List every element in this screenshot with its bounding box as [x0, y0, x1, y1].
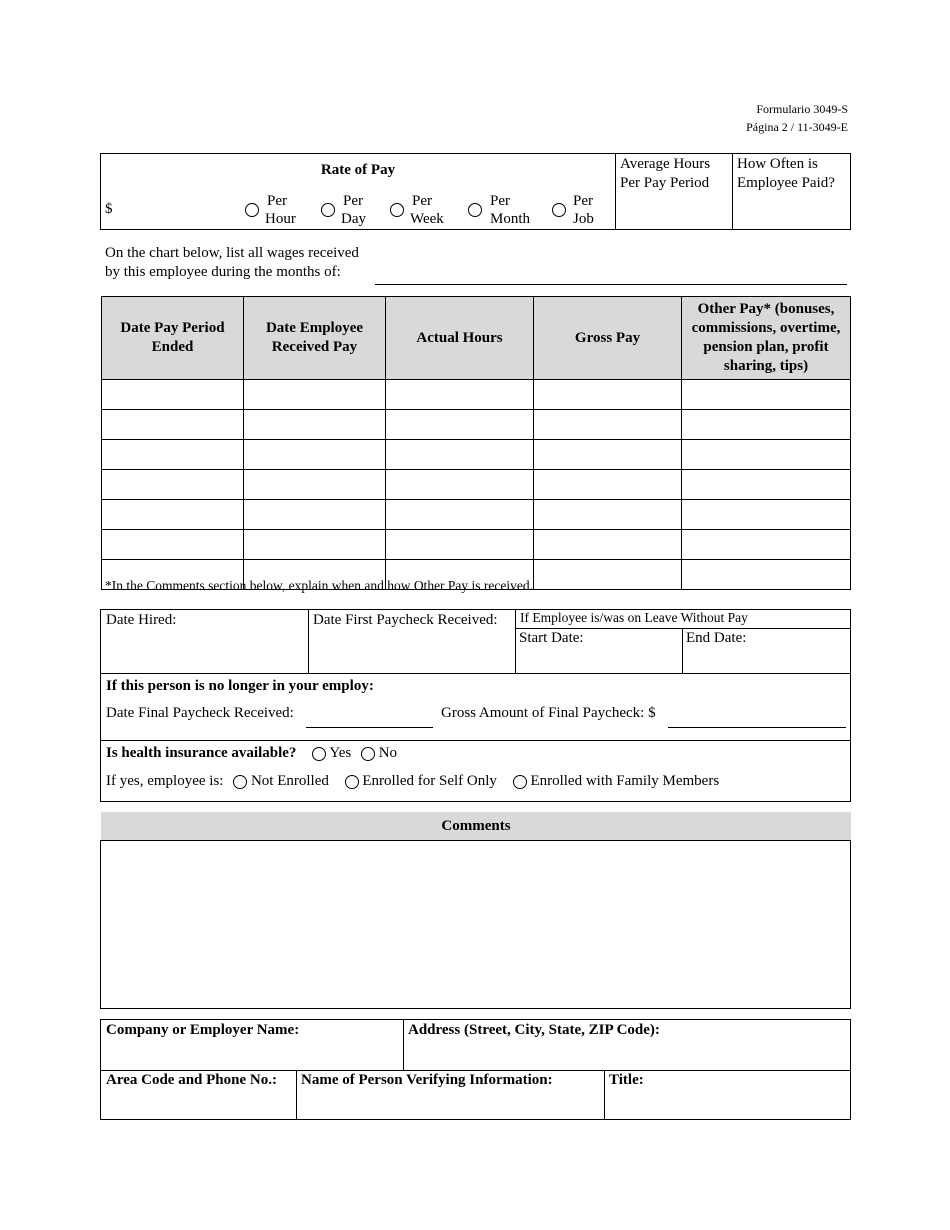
title-field[interactable]: Title:	[609, 1072, 644, 1088]
table-cell[interactable]	[102, 410, 244, 440]
insurance-no-label: No	[378, 745, 398, 761]
table-cell[interactable]	[244, 470, 386, 500]
table-cell[interactable]	[682, 380, 851, 410]
self-only-label: Enrolled for Self Only	[362, 773, 497, 789]
table-cell[interactable]	[534, 440, 682, 470]
radio-icon[interactable]	[390, 203, 404, 217]
rate-option-label: Week	[410, 211, 444, 227]
family-label: Enrolled with Family Members	[530, 773, 720, 789]
radio-icon[interactable]	[312, 747, 326, 761]
table-cell[interactable]	[386, 440, 534, 470]
table-cell[interactable]	[102, 380, 244, 410]
table-cell[interactable]	[386, 410, 534, 440]
table-cell[interactable]	[682, 440, 851, 470]
date-final-paycheck-field[interactable]	[306, 710, 433, 728]
table-cell[interactable]	[244, 410, 386, 440]
rate-option-label: Per	[267, 193, 287, 209]
rate-option-label: Day	[341, 211, 366, 227]
wage-table	[101, 296, 851, 590]
employment-box	[100, 609, 851, 802]
how-often-label: Employee Paid?	[737, 175, 835, 191]
date-first-paycheck-field[interactable]: Date First Paycheck Received:	[313, 612, 498, 628]
verifier-name-field[interactable]: Name of Person Verifying Information:	[301, 1072, 553, 1088]
rate-option-label: Month	[490, 211, 531, 227]
gross-final-label: Gross Amount of Final Paycheck: $	[441, 705, 656, 721]
avg-hours-cell[interactable]	[620, 155, 710, 193]
table-cell[interactable]	[386, 470, 534, 500]
table-cell[interactable]	[244, 530, 386, 560]
table-cell[interactable]	[682, 500, 851, 530]
table-cell[interactable]	[102, 500, 244, 530]
table-cell[interactable]	[102, 440, 244, 470]
rate-option-label: Per	[573, 193, 593, 209]
avg-hours-label: Per Pay Period	[620, 175, 710, 191]
col-header-date-received: Date Employee Received Pay	[244, 297, 386, 380]
rate-option-label: Per	[490, 193, 510, 209]
table-row	[102, 470, 851, 500]
table-cell[interactable]	[386, 380, 534, 410]
end-date-field[interactable]: End Date:	[686, 630, 747, 646]
enrollment-row	[106, 773, 719, 790]
table-cell[interactable]	[534, 470, 682, 500]
radio-icon[interactable]	[513, 775, 527, 789]
table-cell[interactable]	[386, 500, 534, 530]
insurance-yes-label: Yes	[329, 745, 352, 761]
months-field[interactable]	[375, 267, 847, 285]
table-cell[interactable]	[244, 440, 386, 470]
radio-icon[interactable]	[245, 203, 259, 217]
table-cell[interactable]	[682, 410, 851, 440]
table-row	[102, 530, 851, 560]
radio-icon[interactable]	[552, 203, 566, 217]
health-insurance-question: Is health insurance available?	[106, 745, 297, 761]
table-cell[interactable]	[534, 500, 682, 530]
table-row	[102, 500, 851, 530]
col-header-gross-pay: Gross Pay	[534, 297, 682, 380]
table-cell[interactable]	[534, 560, 682, 590]
health-insurance-row	[106, 745, 397, 762]
table-cell[interactable]	[386, 530, 534, 560]
col-header-date-period: Date Pay Period Ended	[102, 297, 244, 380]
table-cell[interactable]	[534, 530, 682, 560]
rate-option-label: Job	[573, 211, 594, 227]
table-cell[interactable]	[102, 470, 244, 500]
comments-textarea[interactable]	[100, 840, 851, 1009]
radio-icon[interactable]	[345, 775, 359, 789]
date-final-paycheck-label: Date Final Paycheck Received:	[106, 705, 294, 721]
form-number: Formulario 3049-S	[756, 102, 848, 116]
date-hired-field[interactable]: Date Hired:	[106, 612, 177, 628]
instructions-line: by this employee during the months of:	[105, 264, 341, 280]
table-cell[interactable]	[682, 470, 851, 500]
start-date-field[interactable]: Start Date:	[519, 630, 584, 646]
company-name-field[interactable]: Company or Employer Name:	[106, 1022, 300, 1038]
rate-of-pay-title: Rate of Pay	[320, 162, 396, 178]
rate-of-pay-box	[100, 153, 851, 230]
table-cell[interactable]	[534, 380, 682, 410]
table-row	[102, 410, 851, 440]
table-footnote: *In the Comments section below, explain when and how Other Pay is received.	[105, 578, 534, 593]
table-cell[interactable]	[102, 530, 244, 560]
table-row	[102, 440, 851, 470]
enrollment-question: If yes, employee is:	[106, 773, 224, 789]
avg-hours-label: Average Hours	[620, 156, 711, 172]
col-header-other-pay: Other Pay* (bonuses, commissions, overtime, pension plan, profit sharing, tips)	[682, 297, 851, 380]
rate-option-label: Per	[343, 193, 363, 209]
leave-header: If Employee is/was on Leave Without Pay	[520, 610, 748, 625]
no-longer-employed-title: If this person is no longer in your employ:	[106, 678, 374, 694]
instructions-line: On the chart below, list all wages received	[105, 245, 359, 261]
how-often-cell[interactable]	[737, 155, 835, 193]
employer-box	[100, 1019, 851, 1120]
gross-final-field[interactable]	[668, 710, 846, 728]
instructions	[105, 244, 359, 282]
comments-title: Comments	[101, 812, 851, 840]
rate-option-label: Per	[412, 193, 432, 209]
table-cell[interactable]	[244, 500, 386, 530]
how-often-label: How Often is	[737, 156, 818, 172]
phone-field[interactable]: Area Code and Phone No.:	[106, 1072, 277, 1088]
not-enrolled-label: Not Enrolled	[250, 773, 329, 789]
radio-icon[interactable]	[468, 203, 482, 217]
radio-icon[interactable]	[233, 775, 247, 789]
col-header-actual-hours: Actual Hours	[386, 297, 534, 380]
table-cell[interactable]	[534, 410, 682, 440]
radio-icon[interactable]	[321, 203, 335, 217]
radio-icon[interactable]	[361, 747, 375, 761]
page-header	[746, 100, 848, 136]
table-cell[interactable]	[682, 530, 851, 560]
address-field[interactable]: Address (Street, City, State, ZIP Code):	[408, 1022, 660, 1038]
rate-option-label: Hour	[265, 211, 296, 227]
table-cell[interactable]	[682, 560, 851, 590]
table-row	[102, 380, 851, 410]
page-number: Página 2 / 11-3049-E	[746, 120, 848, 134]
table-cell[interactable]	[244, 380, 386, 410]
table-header-row	[102, 297, 851, 380]
currency-field[interactable]: $	[105, 201, 113, 217]
